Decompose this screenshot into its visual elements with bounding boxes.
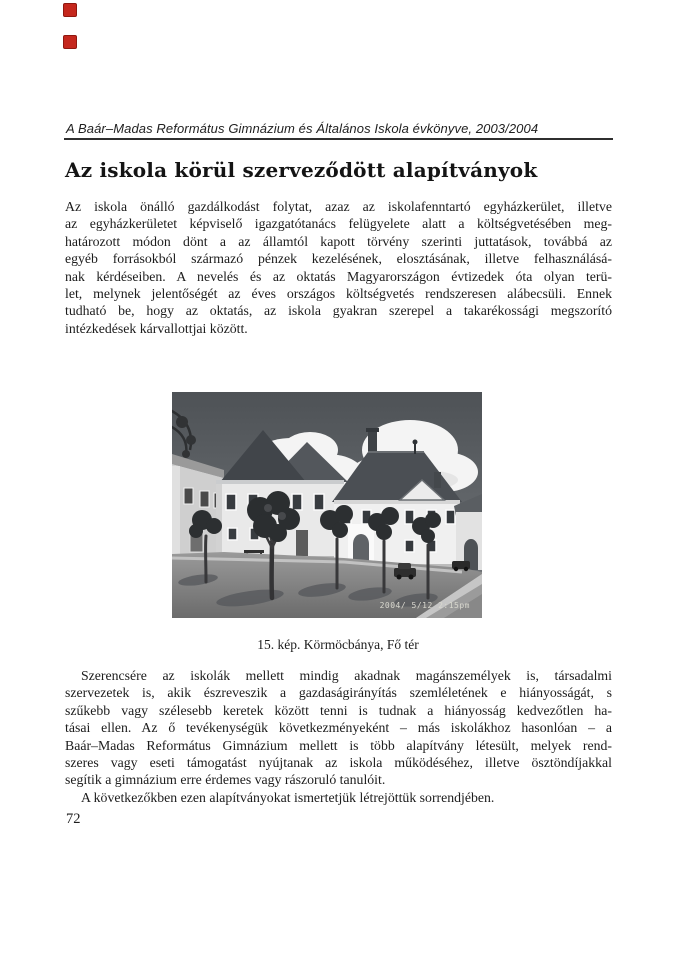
text-line: Az iskola önálló gazdálkodást folytat, azaz az iskolafenntartó egyházkerület, illetve — [65, 199, 612, 214]
text-line: egyéb forrásokból származó pénzek kezelésének, elosztásának, illetve felhasználásá- — [65, 251, 612, 267]
paragraph — [65, 789, 612, 806]
paragraph — [65, 667, 612, 789]
text-line: Szerencsére az iskolák mellett mindig akadnak magánszemélyek is, társadalmi — [81, 668, 612, 683]
text-line: az egyházkerületet képviselő igazgatótanács felügyelete alatt a költségvetésében meg- — [65, 216, 612, 232]
text-line: let, melynek jelentőségét az éves országos költségvetés rendszeresen alábecsüli. Ennek — [65, 285, 612, 301]
text-line: intézkedések kárvallottjai között. — [65, 320, 248, 336]
far-right-building — [454, 494, 482, 570]
text-line: szervezetek is, akik észreveszik a gazdaságirányítás szemléletének e hiányosságát, s — [65, 685, 612, 701]
text-line: nak kérdéseiben. A nevelés és az oktatás Magyarországon évtizedek óta olyan terü- — [65, 268, 612, 284]
text-line: tudható be, hogy az oktatás, az iskola gyakran szerepel a takarékossági megszorító — [65, 303, 612, 319]
text-line: szűkebb vagy szélesebb keretek között tenni is tudnak a hiányosság kedvezőtlen ha- — [65, 702, 612, 718]
header-rule — [64, 138, 613, 140]
text-line: tásai ellen. Az ő tevékenységük következményeként – más iskolákhoz hasonlóan – a — [65, 720, 612, 736]
text-line: A következőkben ezen alapítványokat ismertetjük létrejöttük sorrendjében. — [81, 790, 495, 805]
running-header: A Baár–Madas Református Gimnázium és Általános Iskola évkönyve, 2003/2004 — [66, 121, 539, 136]
red-corner-mark-icon — [63, 3, 77, 17]
figure-photo — [172, 392, 482, 618]
page-number: 72 — [66, 811, 81, 827]
page-title: Az iskola körül szerveződött alapítványok — [65, 158, 538, 182]
text-line: szeres vagy eseti támogatást nyújtanak az iskola működéséhez, illetve ösztöndíjakkal — [65, 754, 612, 770]
figure-caption: 15. kép. Körmöcbánya, Fő tér — [257, 637, 419, 652]
red-corner-mark-icon — [63, 35, 77, 49]
text-line: Baár–Madas Református Gimnázium mellett is több alapítvány létesült, melyek rend- — [65, 737, 612, 753]
paragraph — [65, 198, 612, 337]
text-line: segítik a gimnázium erre érdemes vagy rászoruló tanulóit. — [65, 772, 386, 788]
town-square-photo — [172, 392, 482, 618]
photo-timestamp: 2004/ 5/12 2:15pm — [379, 601, 470, 610]
text-line: határozott módon dönt a az államtól kapott törvény szerinti juttatások, továbbá az — [65, 233, 612, 249]
